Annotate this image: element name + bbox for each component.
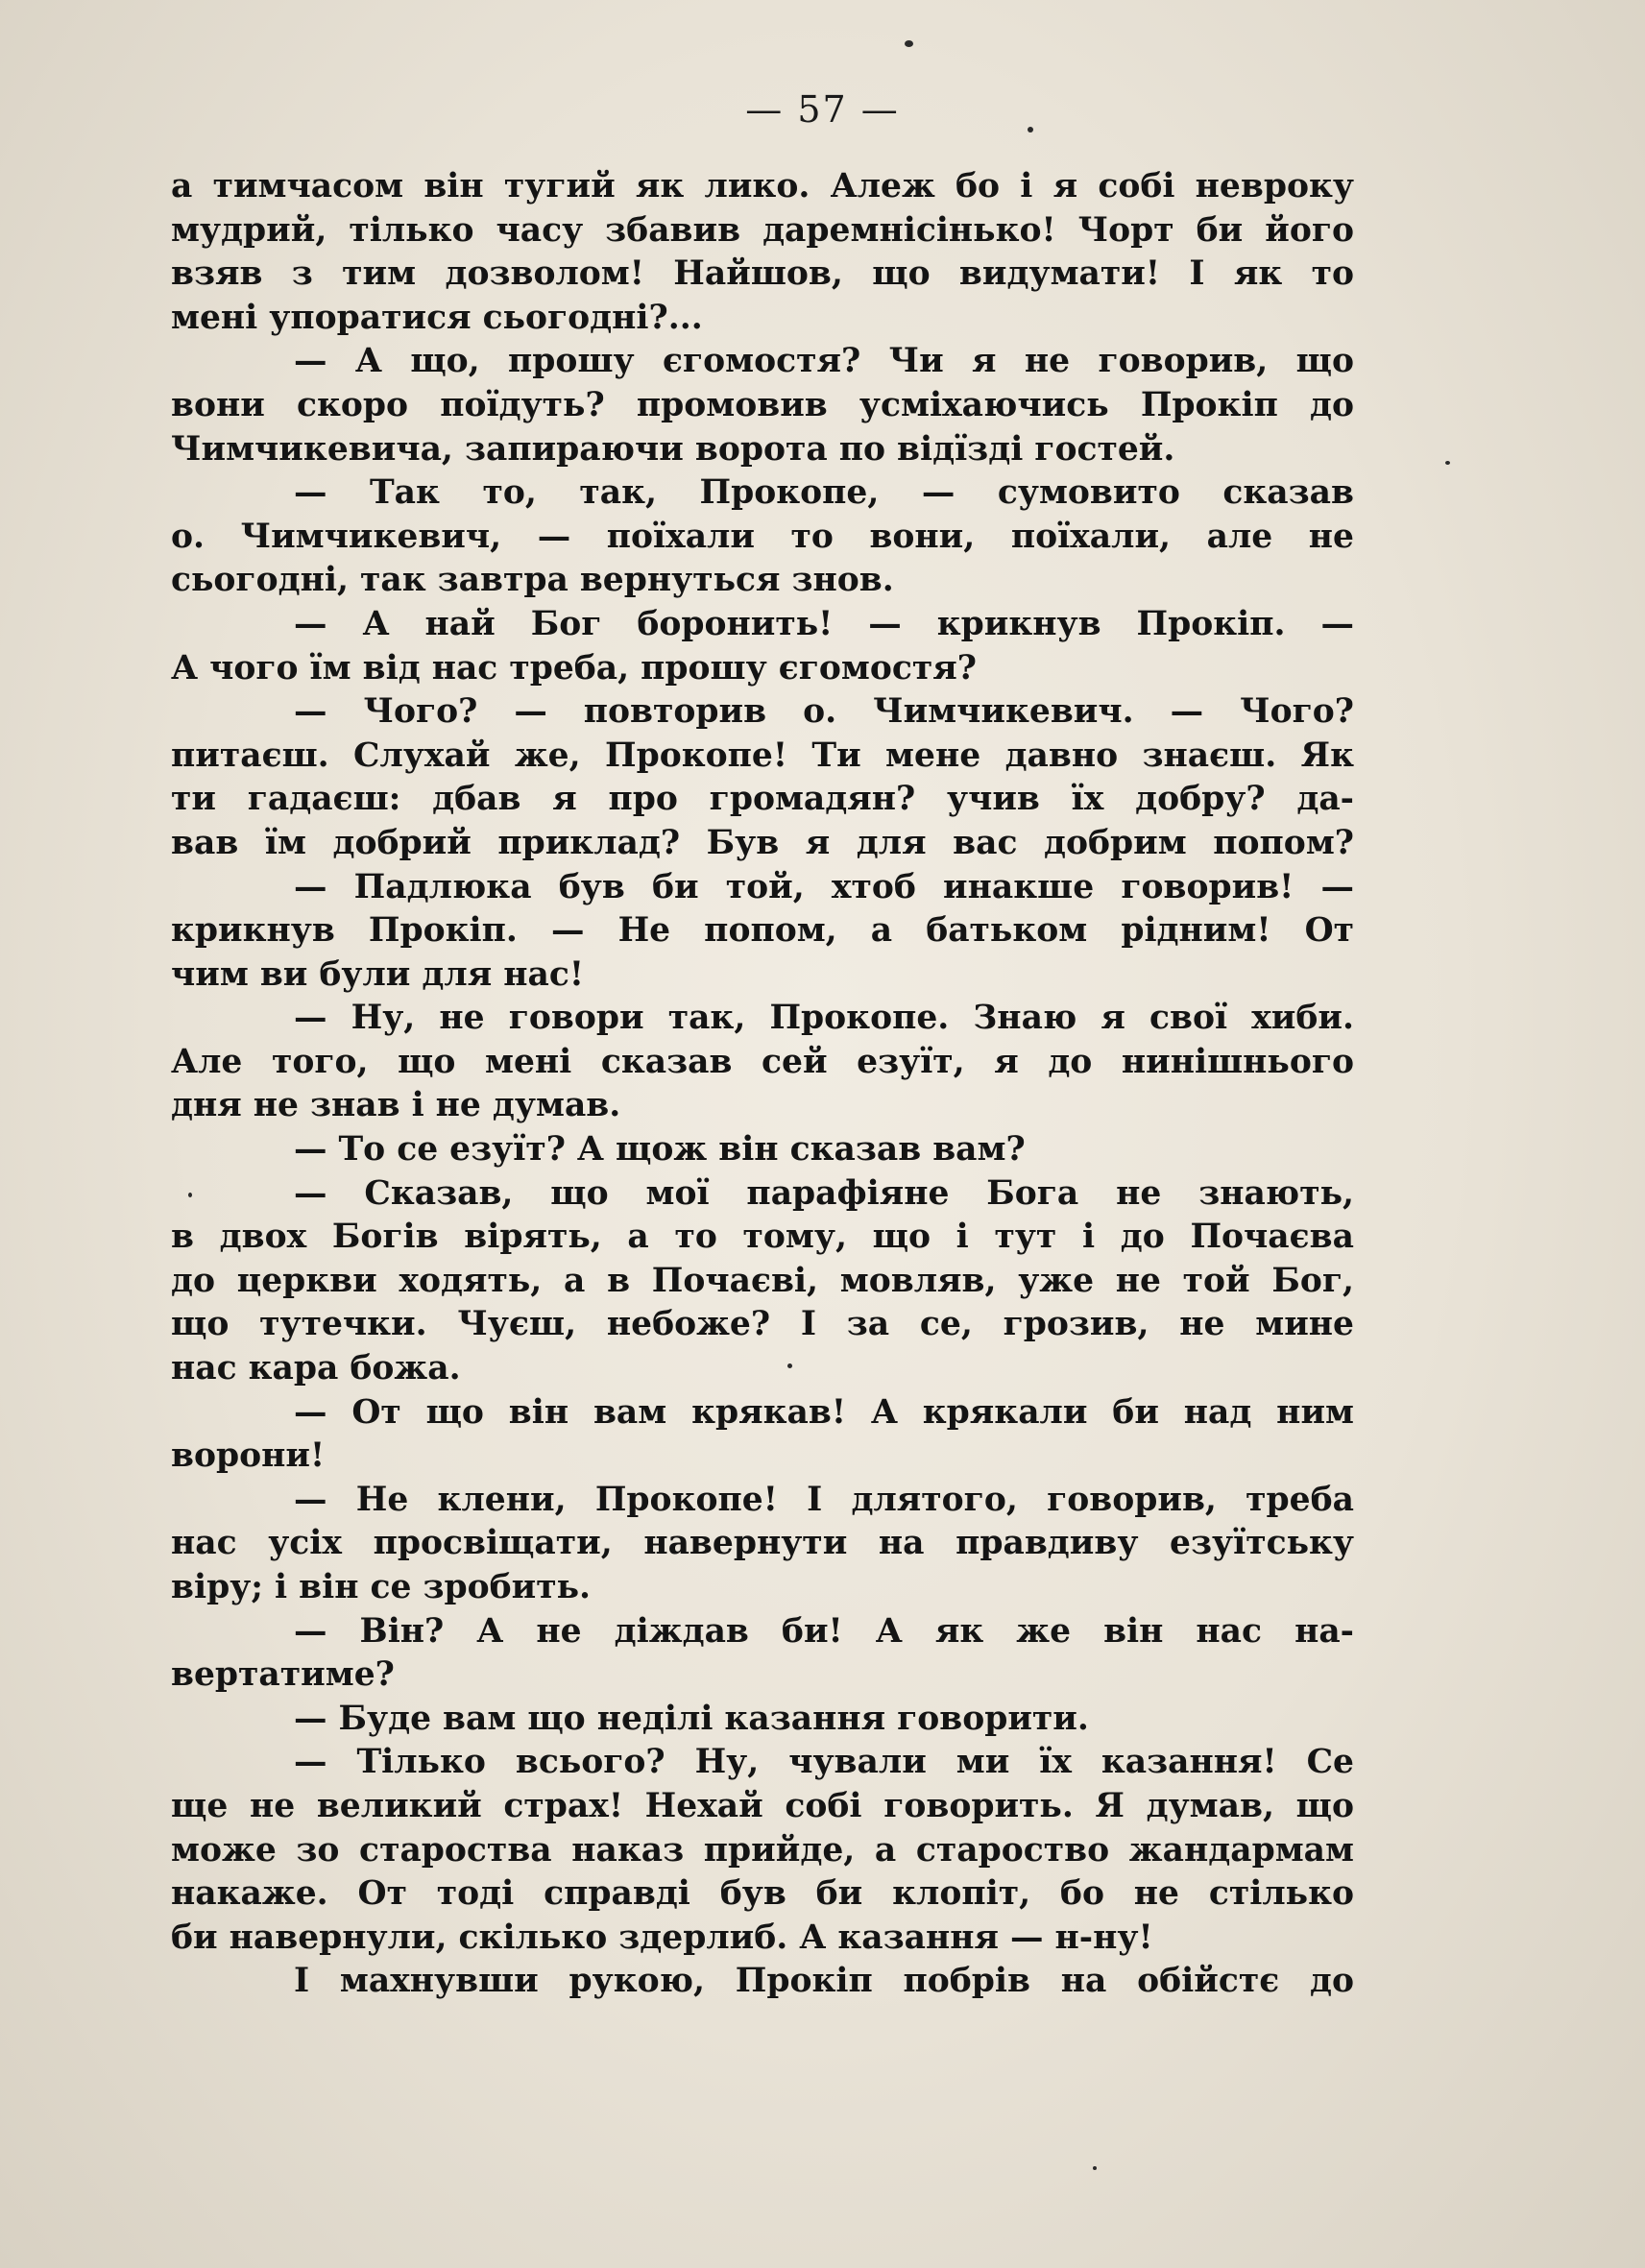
text-line: Але того, що мені сказав сей езуїт, я до нинішнього bbox=[171, 1042, 1354, 1081]
text-line: вони скоро поїдуть? промовив усміхаючись Прокіп до bbox=[171, 385, 1354, 424]
text-line: в двох Богів вірять, а то тому, що і тут і до Почаєва bbox=[171, 1218, 1354, 1257]
paper-speck bbox=[1028, 127, 1033, 133]
text-line: би навернули, скілько здерлиб. А казання — н-ну! bbox=[171, 1918, 1153, 1957]
text-line: — От що він вам крякав! А крякали би над ним bbox=[294, 1392, 1354, 1432]
text-line: крикнув Прокіп. — Не попом, а батьком рідним! От bbox=[171, 911, 1354, 951]
text-line: а тимчасом він тугий як лико. Алеж бо і я собі невроку bbox=[171, 167, 1354, 205]
text-line: ти гадаєш: дбав я про громадян? учив їх добру? да- bbox=[171, 780, 1354, 819]
text-line: ще не великий страх! Нехай собі говорить. Я думав, що bbox=[171, 1786, 1354, 1825]
paper-speck bbox=[787, 1363, 792, 1368]
text-line: ворони! bbox=[171, 1436, 326, 1476]
text-line: мені упоратися сьогодні?... bbox=[171, 298, 703, 337]
text-line: чим ви були для нас! bbox=[171, 954, 584, 994]
text-line: вав їм добрий приклад? Був я для вас добрим попом? bbox=[171, 823, 1354, 862]
text-line: питаєш. Слухай же, Прокопе! Ти мене давно знаєш. Як bbox=[171, 736, 1354, 775]
paper-speck bbox=[1093, 2166, 1097, 2170]
text-line: — Падлюка був би той, хтоб инакше говорив! — bbox=[294, 867, 1354, 906]
text-line: о. Чимчикевич, — поїхали то вони, поїхали, але не bbox=[171, 517, 1354, 556]
paper-speck bbox=[1445, 461, 1450, 465]
text-line: взяв з тим дозволом! Найшов, що видумати! І як то bbox=[171, 254, 1354, 294]
text-line: що тутечки. Чуєш, небоже? І за се, грозив, не мине bbox=[171, 1305, 1354, 1344]
text-line: А чого їм від нас треба, прошу єгомостя? bbox=[171, 648, 977, 688]
text-line: — Так то, так, Прокопе, — сумовито сказав bbox=[294, 473, 1354, 513]
text-line: — Тілько всього? Ну, чували ми їх казання! Се bbox=[294, 1743, 1354, 1782]
text-line: дня не знав і не думав. bbox=[171, 1086, 621, 1125]
paper-speck bbox=[905, 40, 913, 47]
text-line: нас усіх просвіщати, навернути на правдиву езуїтську bbox=[171, 1524, 1354, 1563]
text-line: Чимчикевича, запираючи ворота по відїзді гостей. bbox=[171, 429, 1175, 469]
text-line: — Ну, не говори так, Прокопе. Знаю я свої хиби. bbox=[294, 999, 1354, 1038]
text-line: — А най Бог боронить! — крикнув Прокіп. — bbox=[294, 604, 1354, 643]
text-line: — А що, прошу єгомостя? Чи я не говорив, що bbox=[294, 342, 1354, 381]
text-line: віру; і він се зробить. bbox=[171, 1568, 592, 1606]
text-line: до церкви ходять, а в Почаєві, мовляв, уже не той Бог, bbox=[171, 1261, 1354, 1300]
page-number: — 57 — bbox=[745, 88, 900, 131]
text-line: — Чого? — повторив о. Чимчикевич. — Чого? bbox=[294, 692, 1354, 732]
text-line: вертатиме? bbox=[171, 1655, 395, 1695]
text-line: — Не клени, Прокопе! І длятого, говорив, треба bbox=[294, 1480, 1354, 1519]
text-line: сьогодні, так завтра вернуться знов. bbox=[171, 561, 894, 600]
text-line: нас кара божа. bbox=[171, 1349, 461, 1388]
text-line: — Він? А не діждав би! А як же він нас на- bbox=[294, 1611, 1354, 1651]
text-line: — Сказав, що мої парафіяне Бога не знають, bbox=[294, 1173, 1354, 1213]
text-line: може зо староства наказ прийде, а староство жандармам bbox=[171, 1830, 1354, 1870]
text-line: мудрий, тілько часу збавив даремнісінько! Чорт би його bbox=[171, 210, 1354, 250]
page-text bbox=[171, 165, 1354, 2004]
text-line: І махнувши рукою, Прокіп побрів на обійстє до bbox=[294, 1962, 1354, 2001]
text-line: — Буде вам що неділі казання говорити. bbox=[294, 1699, 1089, 1738]
text-line: — То се езуїт? А щож він сказав вам? bbox=[294, 1130, 1026, 1170]
text-line: накаже. От тоді справді був би клопіт, бо не стілько bbox=[171, 1874, 1354, 1914]
paper-speck bbox=[188, 1193, 192, 1197]
